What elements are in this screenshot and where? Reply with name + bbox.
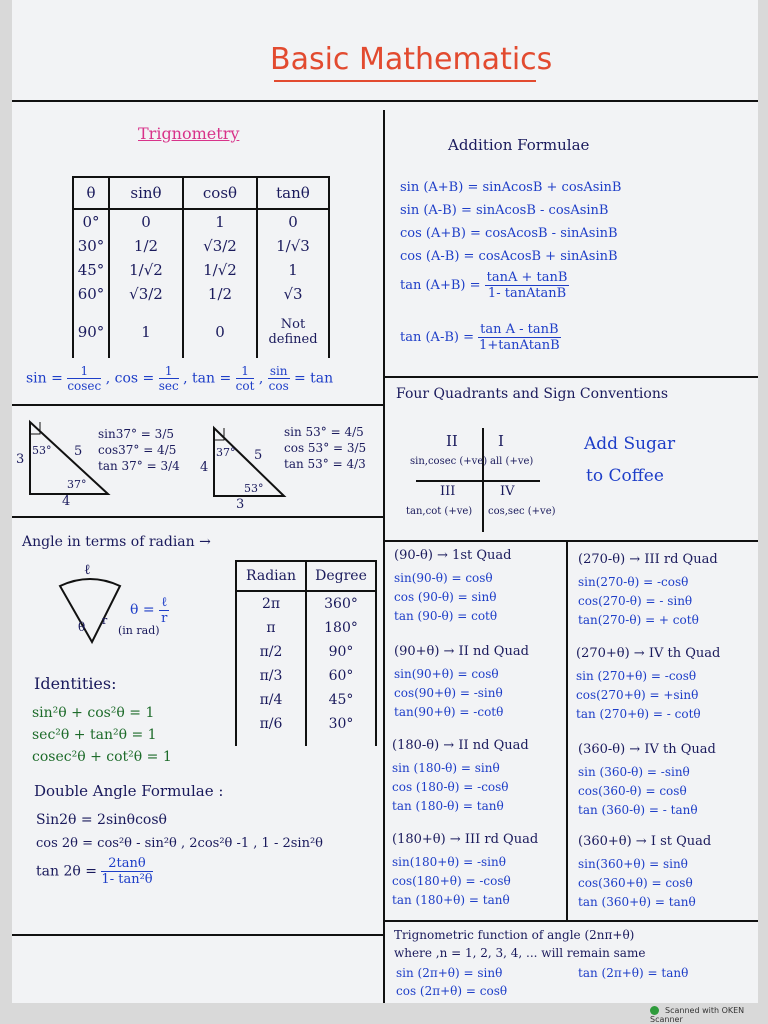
reciprocal-relations: sin = $\frac{1}{cosec}$ , cos = $\frac{1}{\sec}$ , tan = $\frac{1}{\cot}$ , $\frac{\sin}{\cos}$ = tan <box>26 364 334 393</box>
table-cell: 0 <box>141 213 151 231</box>
header-cell: tanθ <box>257 177 329 209</box>
angle-label: 37° <box>67 478 87 491</box>
radian-table-body <box>236 591 376 746</box>
quad-box <box>578 552 718 630</box>
table-cell: √3 <box>283 285 303 303</box>
formula-line: sin(90+θ) = cosθ <box>394 667 499 681</box>
header-cell: cosθ <box>183 177 257 209</box>
ratio-line: tan 53° = 4/3 <box>284 457 366 471</box>
periodic-sin: sin (2π+θ) = sinθ <box>396 966 503 980</box>
title-underline <box>274 80 536 82</box>
formula-line: cos(270-θ) = - sinθ <box>578 594 693 608</box>
formula-line: sin (270+θ) = -cosθ <box>576 669 697 683</box>
trig-table-body <box>73 209 329 358</box>
radian-table <box>235 560 377 746</box>
side-label: 4 <box>200 460 209 475</box>
quadrant-4-sign: cos,sec (+ve) <box>488 506 556 517</box>
table-cell: 60° <box>328 668 354 684</box>
scanner-logo-icon <box>650 1006 659 1015</box>
side-label: 3 <box>236 497 245 512</box>
periodic-line-1: Trignometric function of angle (2nπ+θ) <box>394 928 635 942</box>
quadrant-2-sign: sin,cosec (+ve) <box>410 456 488 467</box>
quad-box-title: (360+θ) → I st Quad <box>578 834 712 849</box>
table-cell: 1/2 <box>133 237 159 255</box>
table-cell: √3/2 <box>203 237 237 255</box>
double-angle-heading: Double Angle Formulae : <box>34 782 224 800</box>
table-cell: 180° <box>324 620 358 636</box>
double-angle-tan: tan 2θ = $\frac{2\tan\theta}{\text{1- tan²θ}}$ <box>36 856 153 887</box>
formula-line: tan(270-θ) = + cotθ <box>578 613 699 627</box>
formula-line: cos(360+θ) = cosθ <box>578 876 693 890</box>
sector-figure <box>56 572 126 646</box>
formula-line: cos (90-θ) = sinθ <box>394 590 497 604</box>
table-cell: 1/√2 <box>129 261 163 279</box>
table-cell: π <box>266 620 276 636</box>
quad-box-title: (270-θ) → III rd Quad <box>578 552 718 567</box>
table-cell: π/4 <box>259 692 283 708</box>
mnemonic-line-1: Add Sugar <box>584 434 676 454</box>
angle-column <box>73 209 109 358</box>
quad-box <box>394 548 511 626</box>
divider-right-2 <box>383 540 758 542</box>
angle-label: 53° <box>32 444 52 457</box>
quad-box-title: (90-θ) → 1st Quad <box>394 548 512 563</box>
table-cell: 0 <box>288 213 298 231</box>
formula-line: cos (180-θ) = -cosθ <box>392 780 509 794</box>
radius-label: r <box>102 614 108 627</box>
table-cell: 30° <box>328 716 354 732</box>
table-cell: 90° <box>328 644 354 660</box>
quad-box-title: (180-θ) → II nd Quad <box>392 738 529 753</box>
radian-note: (in rad) <box>118 624 160 637</box>
divider-left-2 <box>12 516 383 518</box>
formula-line: cos(360-θ) = cosθ <box>578 784 687 798</box>
table-cell: Not defined <box>268 317 318 347</box>
table-cell: 1/2 <box>207 285 233 303</box>
formula-line: tan(90+θ) = -cotθ <box>394 705 504 719</box>
mnemonic-line-2: to Coffee <box>586 466 664 486</box>
periodic-tan: tan (2π+θ) = tanθ <box>578 966 689 980</box>
table-cell: 1 <box>215 213 225 231</box>
table-cell: 0° <box>82 213 100 231</box>
divider-right-3 <box>383 920 758 922</box>
formula-line: tan (360+θ) = tanθ <box>578 895 696 909</box>
table-cell: π/3 <box>259 668 283 684</box>
table-cell: 90° <box>77 323 105 341</box>
quad-box <box>578 742 716 820</box>
divider-right-1 <box>383 376 758 378</box>
quadrant-axis-horizontal <box>416 480 540 482</box>
trig-table-header <box>73 177 329 209</box>
ratio-line: cos37° = 4/5 <box>98 443 177 457</box>
formula-line: sin (180-θ) = sinθ <box>392 761 500 775</box>
formula-line: sin(180+θ) = -sinθ <box>392 855 506 869</box>
table-cell: 45° <box>328 692 354 708</box>
formula-line: tan (360-θ) = - tanθ <box>578 803 698 817</box>
triangle-1-ratios <box>98 426 180 474</box>
divider-top <box>12 100 758 102</box>
arc-label: ℓ <box>84 562 91 578</box>
triangle-2-ratios <box>284 424 366 472</box>
table-cell: 2π <box>261 596 281 612</box>
degree-column <box>306 591 376 746</box>
table-cell: 360° <box>324 596 358 612</box>
radian-heading: Angle in terms of radian → <box>22 534 211 550</box>
notes-page <box>12 0 758 1003</box>
quadrant-1-sign: all (+ve) <box>490 456 534 467</box>
table-cell: 1/√2 <box>203 261 237 279</box>
side-label: 5 <box>74 444 83 459</box>
divider-right-mid <box>566 540 568 920</box>
formula-line: tan (180+θ) = tanθ <box>392 893 510 907</box>
sin-column <box>109 209 183 358</box>
tan-sum-formula: tan (A+B) = $\frac{\tan A + \tan B}{\text{1- tanAtanB}}$ <box>400 270 568 301</box>
quad-box-title: (360-θ) → IV th Quad <box>578 742 716 757</box>
header-cell: Radian <box>236 561 306 591</box>
formula-line: sin(360+θ) = sinθ <box>578 857 688 871</box>
quad-box <box>578 834 711 912</box>
angle-label: 53° <box>244 482 264 495</box>
quadrant-3-label: III <box>440 484 456 499</box>
formula-line: sin (A+B) = sinAcosB + cosAsinB <box>400 180 622 195</box>
formula-line: sin (A-B) = sinAcosB - cosAsinB <box>400 203 609 218</box>
formula-line: sin(90-θ) = cosθ <box>394 571 493 585</box>
table-cell: 45° <box>77 261 105 279</box>
scanner-watermark <box>650 1006 768 1024</box>
scanner-text: Scanned with OKEN Scanner <box>650 1006 745 1024</box>
quadrant-3-sign: tan,cot (+ve) <box>406 506 473 517</box>
formula-line: sin (360-θ) = -sinθ <box>578 765 690 779</box>
header-cell: θ <box>73 177 109 209</box>
side-label: 3 <box>16 452 25 467</box>
theta-label: θ <box>78 620 86 634</box>
quad-box-title: (270+θ) → IV th Quad <box>576 646 721 661</box>
tan-difference-formula: tan (A-B) = $\frac{\text{tan A - tanB}}{\text{1+tanAtanB}}$ <box>400 322 560 353</box>
side-label: 4 <box>62 494 71 509</box>
addition-list <box>400 176 621 268</box>
ratio-line: tan 37° = 3/4 <box>98 459 180 473</box>
table-cell: 1 <box>288 261 298 279</box>
quadrants-heading: Four Quadrants and Sign Conventions <box>396 386 669 402</box>
periodic-cos: cos (2π+θ) = cosθ <box>396 984 508 998</box>
formula-line: sin(270-θ) = -cosθ <box>578 575 689 589</box>
divider-left-1 <box>12 404 383 406</box>
formula-line: cos (A-B) = cosAcosB + sinAsinB <box>400 249 618 264</box>
identity-line: sin²θ + cos²θ = 1 <box>32 705 155 721</box>
divider-center <box>383 110 385 1003</box>
page-title: Basic Mathematics <box>270 42 553 77</box>
identity-line: cosec²θ + cot²θ = 1 <box>32 749 172 765</box>
ratio-line: sin 53° = 4/5 <box>284 425 364 439</box>
angle-label: 37° <box>216 446 236 459</box>
quadrant-1-label: I <box>498 432 504 450</box>
formula-line: cos(270+θ) = +sinθ <box>576 688 699 702</box>
periodic-line-2: where ,n = 1, 2, 3, 4, ... will remain same <box>394 946 646 960</box>
header-cell: sinθ <box>109 177 183 209</box>
formula-line: cos(90+θ) = -sinθ <box>394 686 503 700</box>
identities-heading: Identities: <box>34 674 117 693</box>
table-cell: 0 <box>215 323 225 341</box>
addition-heading: Addition Formulae <box>448 136 590 154</box>
radian-column <box>236 591 306 746</box>
divider-left-3 <box>12 934 383 936</box>
formula-line: cos (A+B) = cosAcosB - sinAsinB <box>400 226 618 241</box>
table-cell: 30° <box>77 237 105 255</box>
cos-column <box>183 209 257 358</box>
table-cell: √3/2 <box>129 285 163 303</box>
table-cell: 1 <box>141 323 151 341</box>
formula-line: tan (270+θ) = - cotθ <box>576 707 701 721</box>
quad-box <box>394 644 529 722</box>
ratio-line: cos 53° = 3/5 <box>284 441 367 455</box>
quad-box-title: (180+θ) → III rd Quad <box>392 832 539 847</box>
formula-line: tan (180-θ) = tanθ <box>392 799 504 813</box>
table-cell: 1/√3 <box>276 237 310 255</box>
quadrant-2-label: II <box>446 432 458 450</box>
identity-line: sec²θ + tan²θ = 1 <box>32 727 157 743</box>
quad-box-title: (90+θ) → II nd Quad <box>394 644 529 659</box>
quad-box <box>576 646 720 724</box>
tan-column <box>257 209 329 358</box>
table-cell: π/6 <box>259 716 283 732</box>
formula-line: cos(180+θ) = -cosθ <box>392 874 511 888</box>
header-cell: Degree <box>306 561 376 591</box>
radian-formula: θ = $\frac{\text{ℓ}}{r}$ <box>130 595 168 626</box>
double-angle-cos: cos 2θ = cos²θ - sin²θ , 2cos²θ -1 , 1 - 2sin²θ <box>36 836 323 851</box>
ratio-line: sin37° = 3/5 <box>98 427 174 441</box>
trig-table <box>72 176 330 358</box>
formula-line: tan (90-θ) = cotθ <box>394 609 498 623</box>
quadrant-4-label: IV <box>500 484 515 499</box>
trig-heading: Trignometry <box>138 124 240 143</box>
quad-box <box>392 832 538 910</box>
identities-list <box>32 702 172 768</box>
sector-shape <box>60 579 120 642</box>
side-label: 5 <box>254 448 263 463</box>
table-cell: 60° <box>77 285 105 303</box>
table-cell: π/2 <box>259 644 283 660</box>
quad-box <box>392 738 529 816</box>
double-angle-sin: Sin2θ = 2sinθcosθ <box>36 812 167 828</box>
radian-table-header <box>236 561 376 591</box>
